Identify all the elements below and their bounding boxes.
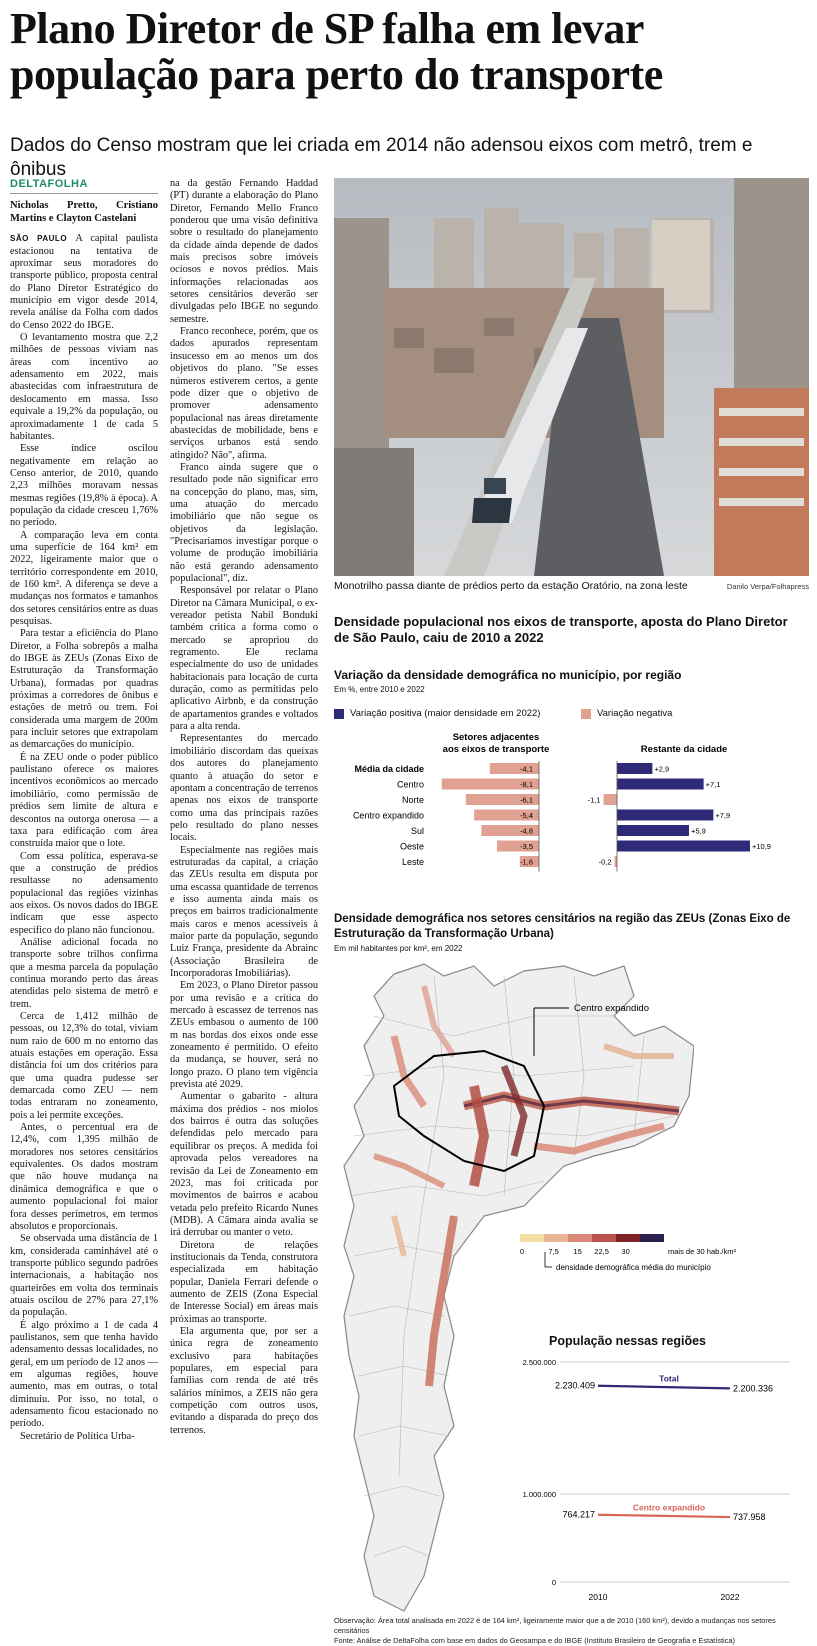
bar-adjacent-label: -4,8 [520,826,533,836]
map-subtitle: Em mil habitantes por km², em 2022 [334,944,463,953]
article-paragraph: Secretário de Política Urba- [20,1430,135,1442]
y-tick-label: 2.500.000 [522,1358,556,1367]
footnote-source: Fonte: Análise de DeltaFolha com base em dados do Geosampa e do IBGE (Instituto Brasileiro de Geografia e Estatística) [334,1636,735,1645]
series-start-label: 764.217 [562,1509,595,1520]
article-paragraph: Representantes do mercado imobiliário discordam das queixas dos autores do planejamento quanto à atuação do setor e apontam a concentração de terrenos apenas nos eixos de transporte como uma das principais razões pelo resultado do plano nesses locais. [170,733,318,844]
article-paragraph: O levantamento mostra que 2,2 milhões de pessoas viviam nas áreas com incentivo ao adensamento em 2022, mais abastecidas com infraestrutura de deslocamento em massa. Isso equivale a 19,2% da população, ou aproximadamente 1 de cada 5 habitantes. [10,332,158,442]
photo-credit: Danilo Verpa/Folhapress [726,582,809,591]
category-label: Oeste [399,841,424,852]
bar-rest-label: +2,9 [654,764,670,774]
article-paragraph: Franco reconhece, porém, que os dados apurados representam insucesso em ao menos um dos objetivos do plano. "Se esses números estiverem certos, a gente pode dizer que o objetivo de promover adensamento populacional nas áreas diretamente abastecidas de mobilidade, bens e serviços urbanos está sendo atingido? Não", afirma. [170,326,318,461]
category-label: Centro expandido [352,810,424,821]
legend-positive-swatch [334,709,344,719]
density-bar-chart [334,728,809,908]
bar-rest-label: +10,9 [751,842,771,851]
chart1-title: Variação da densidade demográfica no município, por região [334,668,682,682]
legend-negative [581,708,672,719]
article-paragraph: Análise adicional focada no transporte sobre trilhos confirma que a mesma parcela da população continua morando perto das áreas atendidas pelo sistema de metrô e trem. [10,936,158,1010]
bar-rest-label: +7,9 [715,811,731,820]
article-paragraph: Especialmente nas regiões mais estruturadas da capital, a criação das ZEUs resulta em disputa por uma escassa quantidade de terrenos e isso aumenta ainda mais os preços em bairros tradicionalmente mais caros e menos acessíveis à maior parte da população, segundo Luiz França, presidente da Abrainc (Associação Brasileira de Incorporadoras Imobiliárias). [170,844,318,979]
article-paragraph: Antes, o percentual era de 12,4%, com 1,395 milhão de moradores nos setores censitários equivalentes. Os dados mostram que não houve mudança na dinâmica demográfica e que o aumento populacional foi maior fora desses perímetros, em termos absolutos e proporcionais. [10,1122,158,1232]
bar-rest-label: +5,9 [690,826,706,836]
scale-swatch [640,1234,664,1242]
y-tick-label: 1.000.000 [522,1490,556,1499]
bar-rest [617,841,750,852]
bar-adjacent-label: -6,1 [520,795,533,805]
scale-swatch [544,1234,568,1242]
photo-caption: Monotrilho passa diante de prédios perto da estação Oratório, na zona leste [334,580,688,592]
map-title: Densidade demográfica nos setores censitários na região das ZEUs (Zonas Eixo de Estruturação da Transformação Urbana) [334,913,791,940]
population-chart-title: População nessas regiões [549,1334,707,1348]
article-paragraph: A comparação leva em conta uma superfície de 164 km² em 2022, ligeiramente maior que o território correspondente em 2010, de 160 km². A diferença se deve a mudanças nos formatos e tamanhos dos setores censitários entre as duas pesquisas. [10,529,158,627]
scale-tick: 15 [573,1247,582,1256]
bar-adjacent-label: -3,5 [520,842,533,851]
bar-rest [617,779,704,790]
series-end-label: 2.200.336 [733,1383,774,1394]
article-paragraph: Esse índice oscilou negativamente em relação ao Censo anterior, de 2010, quando 2,23 milhões moravam nessas mesmas regiões (19,8% à época). A população da cidade cresceu 1,76% no período. [10,443,158,529]
bar-adjacent-label: -1,6 [520,857,533,867]
article-paragraph [10,233,158,332]
article-paragraph: Se observada uma distância de 1 km, considerada caminhável até o transporte público segundo padrões internacionais, a habitação nos quarteirões em volta dos terminais atuais oscilou de 27% para 27,1% da população. [10,1233,158,1319]
headline [10,6,810,98]
bar-rest [617,763,652,774]
series2-header: Restante da cidade [640,744,728,755]
scale-swatch [592,1234,616,1242]
centro-expandido-label: Centro expandido [574,1003,649,1014]
category-label: Leste [401,857,424,867]
legend-negative-swatch [581,709,591,719]
dateline: SÃO PAULO [10,234,76,244]
article-paragraph: na da gestão Fernando Haddad (PT) durante a elaboração do Plano Diretor, Fernando Mello Franco ponderou que uma visão definitiva sobre o resultado do planejamento da cidade ainda depende de dados mais precisos sobre imóveis ociosos e novos prédios. Mais informações relacionadas aos setores censitários deverão ser divulgadas pelo IBGE no segundo semestre. [170,178,318,325]
series-name: Total [659,1373,679,1384]
category-label: Centro [396,779,424,790]
series1-header-line1: Setores adjacentes [452,732,540,743]
subhead: Dados do Censo mostram que lei criada em 2014 não adensou eixos com metrô, trem e ônibus [10,135,753,180]
article-paragraph: Cerca de 1,412 milhão de pessoas, ou 12,3% do total, viviam num raio de 600 m no entorno das atuais estações em operação. Essa distância foi um dos critérios para que uma quadra pudesse ser demarcada como ZEU — nem todas entraram no zoneamento, pois a lei permite exceções. [10,1011,158,1121]
section-tag: DELTAFOLHA [10,178,158,194]
article-column-1 [10,178,158,1443]
byline: Nicholas Pretto, Cristiano Martins e Clayton Castelani [10,200,158,224]
lead-text: A capital paulista estacionou na tentativa de aproximar seus moradores do transporte público, proposta central do Plano Diretor Estratégico do município em vigor desde 2014, revela análise da Folha com dados do Censo 2022 do IBGE. [10,233,158,331]
density-scale [520,1232,810,1292]
bar-rest-label: -0,2 [598,857,612,867]
article-paragraph: É algo próximo a 1 de cada 4 paulistanos, sem que tenha havido adensamento dessas localidades, no geral, em um período de 12 anos — em algumas regiões, houve aumento, mas em outras, o total diminuiu. Por isso, no total, o adensamento ficou estacionado no período. [10,1319,158,1430]
article-paragraph: Franco ainda sugere que o resultado pode não significar erro na concepção do plano, mas, sim, uma atuação do mercado imobiliário que não segue os objetivos da legislação. "Precisaríamos investigar porque o volume de produção imobiliária não está gerando adensamento populacional", diz. [170,461,318,584]
photo-illustration [334,178,809,576]
x-tick-label: 2022 [720,1592,740,1602]
bar-rest-label: -1,1 [587,795,601,805]
series1-header-line2: aos eixos de transporte [442,744,550,755]
y-tick-label: 0 [551,1578,556,1587]
bar-rest [617,810,713,821]
article-paragraph: Para testar a eficiência do Plano Diretor, a Folha sobrepôs a malha do IBGE às ZEUs (Zonas Eixo de Estruturação da Transformação Urbana), formadas por quadras próximas a corredores de ônibus e estações de metrô ou trem. Foi considerada uma margem de 200m para incluir setores que extrapolam as demarcações do município. [10,628,158,751]
bar-rest [617,825,689,836]
article-paragraph: Diretora de relações institucionais da Tenda, construtora especializada em habitação popular, Daniela Ferrari defende o aumento de ZEIS (Zona Especial de Interesse Social) em áreas mais próximas ao transporte. [170,1239,318,1325]
article-paragraph: É na ZEU onde o poder público paulistano oferece os maiores incentivos econômicos ao mercado imobiliário, como permissão de prédios sem limite de altura e descontos na outorga onerosa — a taxa para edificação com área construída maior que o lote. [10,751,158,850]
scale-tick: 30 [621,1247,630,1256]
article-body-col1 [10,233,158,1443]
category-label: Média da cidade [354,764,424,774]
series-end-label: 737.958 [733,1512,766,1523]
series-line [598,1515,730,1517]
monorail-photo [334,178,809,576]
scale-swatch [616,1234,640,1242]
legend-positive-label: Variação positiva (maior densidade em 2022) [350,708,541,719]
bar-rest-label: +7,1 [705,780,721,789]
population-line-chart [520,1352,810,1612]
article-paragraph: Responsável por relatar o Plano Diretor na Câmara Municipal, o ex-vereador petista Nabil Bonduki também critica a forma como o mercado se apropriou do regramento. Ele reclama especialmente do uso de unidades habitacionais para locação de curta duração, como as permitidas pelo aplicativo Airbnb, e da construção de apartamentos grandes e voltados para a alta renda. [170,585,318,733]
headline-line-2: população para perto do transporte [10,50,663,99]
chart1-subtitle: Em %, entre 2010 e 2022 [334,685,425,694]
series-name: Centro expandido [632,1502,706,1513]
x-tick-label: 2010 [588,1592,608,1602]
footnote [334,1616,809,1646]
article-body-col2 [170,178,318,1437]
headline-line-1: Plano Diretor de SP falha em levar [10,4,644,53]
scale-tick: 0 [520,1247,525,1256]
legend-positive [334,708,540,719]
scale-swatch [568,1234,592,1242]
scale-tick: 22,5 [594,1247,609,1256]
series-line [598,1386,730,1389]
bar-adjacent-label: -4,1 [520,764,533,774]
scale-tick: mais de 30 hab./km² [668,1247,736,1256]
article-paragraph: Em 2023, o Plano Diretor passou por uma revisão e a crítica do mercado à escassez de terrenos nas ZEUs embasou o aumento de 100 m nas bordas dos eixos onde esse zoneamento é permitido. O efeito da mudança, se houver, será no longo prazo. O plano tem vigência prevista até 2029. [170,980,318,1091]
category-label: Norte [401,795,424,805]
scale-tick: 7,5 [548,1247,559,1256]
legend-negative-label: Variação negativa [597,708,673,719]
bar-adjacent-label: -5,4 [520,811,533,820]
article-paragraph: Aumentar o gabarito - altura máxima dos prédios - nos miolos dos bairros é outra das soluções defendidas pelo mercado para equilibrar os preços. A medida foi aprovada pelos vereadores na revisão da Lei de Zoneamento em 2023, mas foi criticada por movimentos de bairros e acabou vetada pelo prefeito Ricardo Nunes (MDB). A Câmara ainda avalia se irá derrubar ou manter o veto. [170,1091,318,1239]
bar-rest [604,794,617,805]
article-column-2 [170,178,318,1437]
article-paragraph: Ela argumenta que, por ser a única regra de zoneamento exclusivo para habitações populares, em especial para famílias com renda de até três salários mínimos, a ZEIS não gera competição com outros usos, evitando a disparada do preço dos terrenos. [170,1325,318,1436]
article-paragraph: Com essa política, esperava-se que a construção de prédios resultasse no adensamento populacional das regiões vizinhas aos eixos. Os novos dados do IBGE indicam que esse aspecto específico do plano não funcionou. [10,850,158,936]
footnote-observation: Observação: Área total analisada em 2022 é de 164 km², ligeiramente maior que a de 2010 (160 km²), devido a mudanças nos setores censitários [334,1616,776,1635]
series-start-label: 2.230.409 [554,1380,595,1391]
infographic-title: Densidade populacional nos eixos de transporte, aposta do Plano Diretor de São Paulo, caiu de 2010 a 2022 [334,614,788,645]
bar-adjacent-label: -8,1 [520,780,533,789]
scale-note: densidade demográfica média do município [556,1263,711,1272]
category-label: Sul [410,826,424,836]
scale-swatch [520,1234,544,1242]
